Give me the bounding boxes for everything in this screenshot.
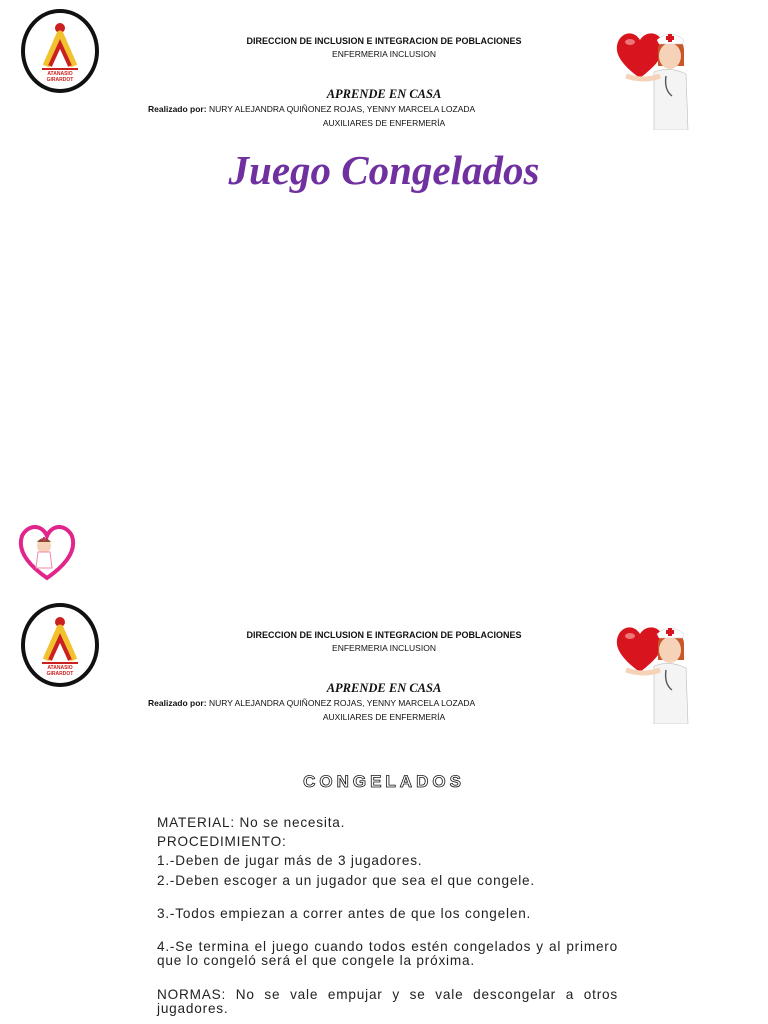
header2-institution: DIRECCION DE INCLUSION E INTEGRACION DE POBLACIONES (246, 630, 522, 640)
header2-program: APRENDE EN CASA (326, 681, 442, 695)
card-procedure-label: PROCEDIMIENTO: (157, 834, 287, 849)
card-step-4: 4.-Se termina el juego cuando todos estén congelados y al primero que lo congeló será el que congele la próxima. (157, 939, 618, 968)
header2-department: ENFERMERIA INCLUSION (332, 643, 436, 653)
author2-label: Realizado por: (148, 698, 207, 708)
logo2-text-1: ATANASIO (47, 665, 73, 671)
header-department: ENFERMERIA INCLUSION (332, 49, 436, 59)
header2-role: AUXILIARES DE ENFERMERÍA (322, 712, 446, 722)
card-material: MATERIAL: No se necesita. (157, 815, 346, 830)
header-authors-line (148, 104, 475, 114)
card-title: CONGELADOS (303, 772, 465, 791)
authors2: NURY ALEJANDRA QUIÑONEZ ROJAS, YENNY MARCELA LOZADA (208, 698, 476, 708)
page-title: Juego Congelados (228, 147, 540, 193)
logo-text-2: GIRARDOT (46, 77, 74, 83)
nurse-heart-icon-2 (614, 620, 690, 724)
header-program: APRENDE EN CASA (326, 87, 442, 101)
header2-authors-line (148, 698, 475, 708)
logo-text-1: ATANASIO (47, 71, 73, 77)
logo2-text-2: GIRARDOT (46, 671, 74, 677)
header-institution: DIRECCION DE INCLUSION E INTEGRACION DE POBLACIONES (246, 36, 522, 46)
institution-logo (20, 8, 100, 94)
author-label: Realizado por: (148, 104, 207, 114)
nurse-heart-icon (614, 26, 690, 130)
institution-logo-2 (20, 602, 100, 688)
authors: NURY ALEJANDRA QUIÑONEZ ROJAS, YENNY MARCELA LOZADA (208, 104, 476, 114)
card-step-2: 2.-Deben escoger a un jugador que sea el que congele. (157, 873, 535, 888)
card-step-1: 1.-Deben de jugar más de 3 jugadores. (157, 853, 423, 868)
header-role: AUXILIARES DE ENFERMERÍA (322, 118, 446, 128)
card-step-3: 3.-Todos empiezan a correr antes de que los congelen. (157, 906, 532, 921)
card-rules: NORMAS: No se vale empujar y se vale descongelar a otros jugadores. (157, 987, 618, 1016)
nurse-heart-small-icon (18, 522, 76, 582)
